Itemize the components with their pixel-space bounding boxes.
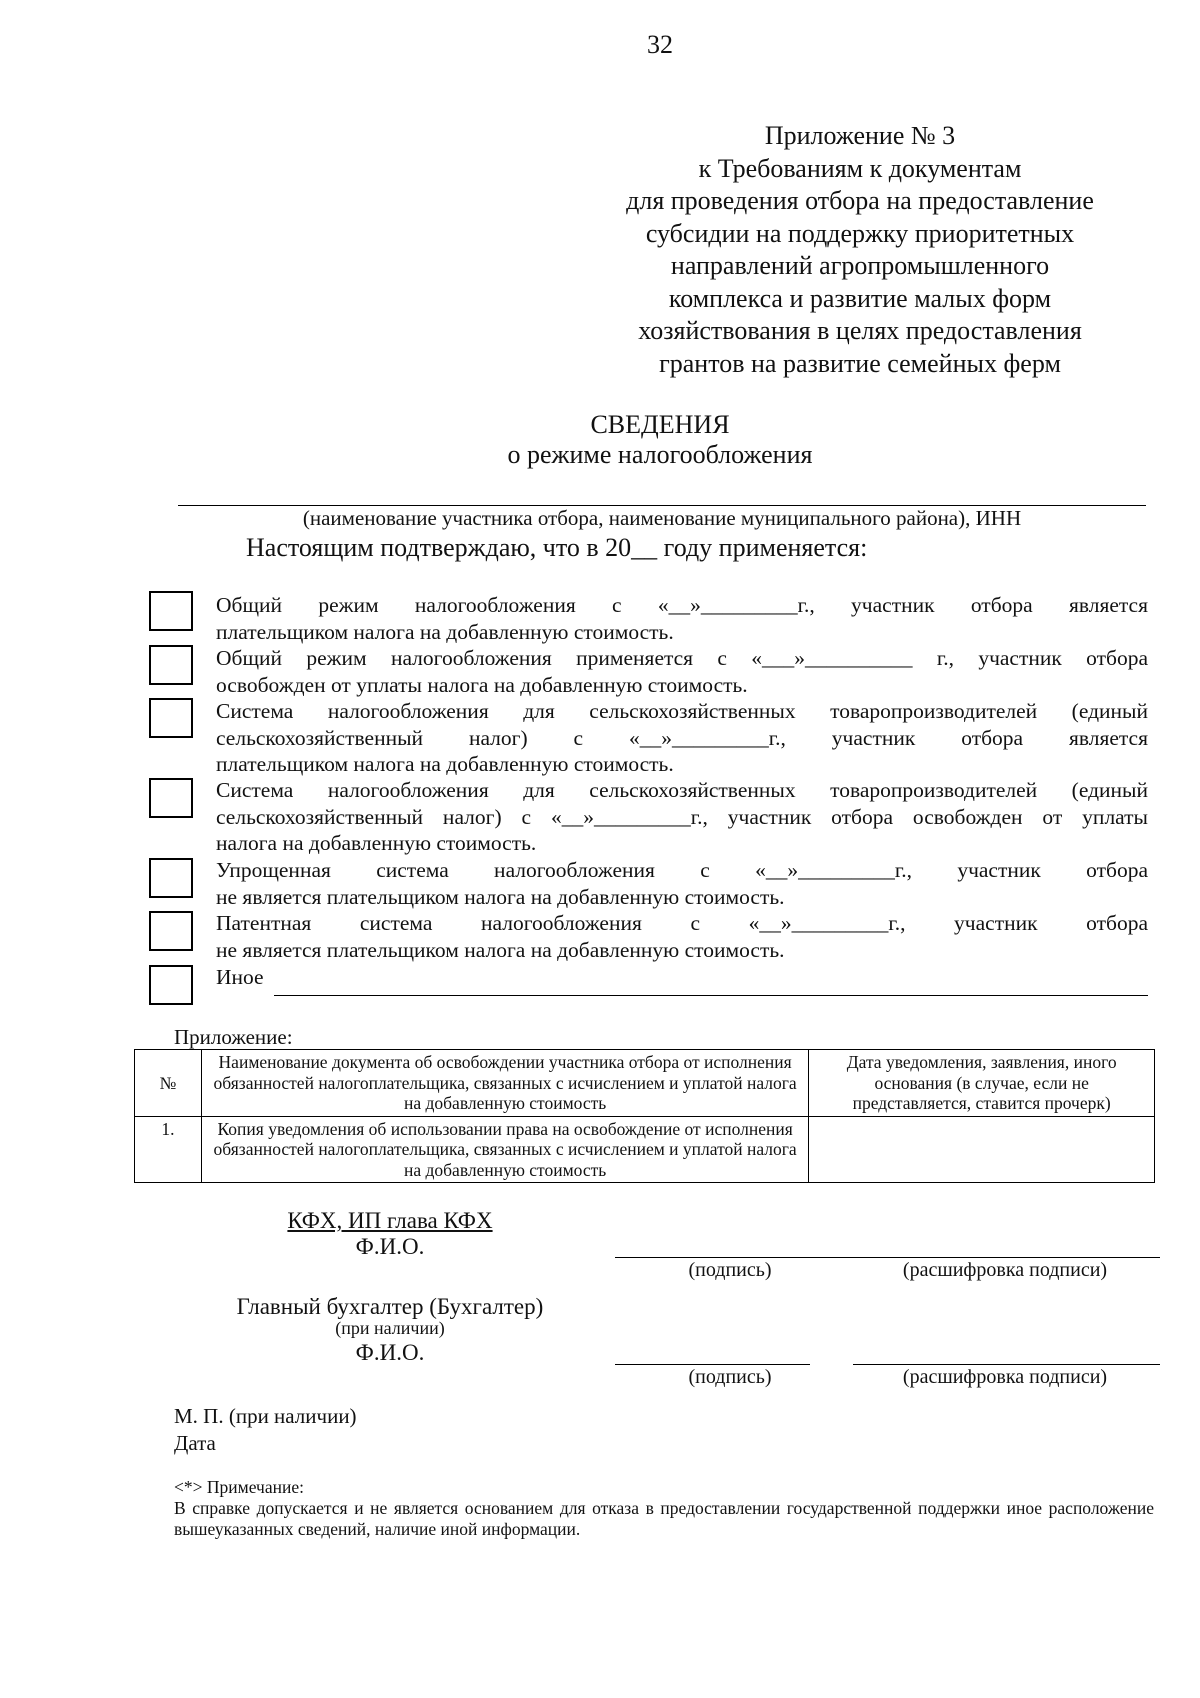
head-signature-line[interactable] [615, 1257, 1160, 1258]
option-text-line: Упрощенная система налогообложения с «__»_________г., участник отбора [216, 858, 1148, 882]
date-label: Дата [174, 1431, 216, 1455]
checkbox-patent-system[interactable] [149, 911, 193, 951]
header-document: Наименование документа об освобождении участника отбора от исполнения обязанностей налогоплательщика, связанных с исчислением и уплатой налога на добавленную стоимость [201, 1050, 808, 1117]
option-general-vat-exempt [216, 645, 1148, 698]
option-text-line: Патентная система налогообложения с «__»_________г., участник отбора [216, 911, 1148, 935]
head-transcript-label: (расшифровка подписи) [902, 1259, 1108, 1281]
option-text-line: сельскохозяйственный налог) с «__»_________г., участник отбора освобожден от уплаты [216, 804, 1148, 829]
title-main: СВЕДЕНИЯ [590, 410, 730, 439]
page-number: 32 [647, 30, 673, 59]
option-text-line: сельскохозяйственный налог) с «__»_________г., участник отбора является [216, 725, 1148, 750]
header-date: Дата уведомления, заявления, иного основания (в случае, если не представляется, ставится прочерк) [809, 1050, 1155, 1117]
option-general-vat-payer [216, 592, 1148, 645]
accountant-transcript-line[interactable] [853, 1364, 1160, 1365]
option-esxn-vat-exempt [216, 777, 1148, 857]
other-input-line[interactable] [274, 995, 1148, 996]
appendix-line: грантов на развитие семейных ферм [659, 348, 1061, 378]
head-fio: Ф.И.О. [355, 1234, 425, 1259]
accountant-signature-label: (подпись) [688, 1366, 772, 1388]
option-text-line: Общий режим налогообложения применяется с «___»__________ г., участник отбора [216, 646, 1148, 670]
appendix-line: Приложение № 3 [764, 121, 956, 150]
appendix-line: направлений агропромышленного [670, 251, 1050, 280]
confirmation-text: Настоящим подтверждаю, что в 20__ году применяется: [246, 533, 868, 562]
row-document: Копия уведомления об использовании права на освобождение от исполнения обязанностей налогоплательщика, связанных с исчислением и уплатой налога на добавленную стоимость [201, 1116, 808, 1183]
accountant-signatory [200, 1293, 580, 1320]
accountant-title: Главный бухгалтер (Бухгалтер) [236, 1294, 544, 1319]
appendix-line: для проведения отбора на предоставление [626, 186, 1094, 215]
option-text-line: Общий режим налогообложения с «__»_________г., участник отбора является [216, 593, 1148, 617]
table-header-row [135, 1050, 1155, 1117]
accountant-transcript-label: (расшифровка подписи) [902, 1366, 1108, 1388]
footnote-title: <*> Примечание: [174, 1477, 304, 1497]
option-patent-system [216, 910, 1148, 963]
checkbox-esxn-vat-exempt[interactable] [149, 778, 193, 818]
stamp-block [174, 1403, 357, 1457]
footnote-text: В справке допускается и не является основанием для отказа в предоставлении государственной поддержки иное расположение вышеуказанных сведений, наличие иной информации. [174, 1498, 1154, 1539]
head-signatory [280, 1207, 500, 1234]
option-text-line: Иное [216, 965, 264, 989]
accountant-signature-line[interactable] [615, 1364, 810, 1365]
stamp-label: М. П. (при наличии) [174, 1404, 357, 1428]
checkbox-esxn-vat-payer[interactable] [149, 698, 193, 738]
attachments-table [134, 1049, 1155, 1183]
accountant-note: (при наличии) [335, 1318, 445, 1338]
title-sub: о режиме налогообложения [507, 440, 813, 469]
option-text-line: плательщиком налога на добавленную стоимость. [216, 752, 674, 776]
footnote [174, 1477, 1154, 1540]
option-text-line: плательщиком налога на добавленную стоимость. [216, 619, 674, 644]
appendix-header [600, 120, 1120, 380]
option-text-line: налога на добавленную стоимость. [216, 831, 537, 855]
option-other [216, 964, 264, 991]
option-text-line: Система налогообложения для сельскохозяйственных товаропроизводителей (единый [216, 699, 1148, 723]
accountant-fio: Ф.И.О. [355, 1340, 425, 1365]
appendix-line: субсидии на поддержку приоритетных [645, 218, 1075, 248]
checkbox-general-vat-payer[interactable] [149, 591, 193, 631]
checkbox-simplified-system[interactable] [149, 858, 193, 898]
attachment-label: Приложение: [174, 1025, 293, 1049]
option-simplified-system [216, 857, 1148, 910]
checkbox-general-vat-exempt[interactable] [149, 645, 193, 685]
row-number: 1. [135, 1116, 202, 1183]
option-text-line: освобожден от уплаты налога на добавленную стоимость. [216, 672, 748, 697]
checkbox-other[interactable] [149, 965, 193, 1005]
appendix-line: к Требованиям к документам [698, 153, 1022, 183]
applicant-caption: (наименование участника отбора, наименование муниципального района), ИНН [302, 506, 1022, 530]
head-signature-label: (подпись) [688, 1259, 772, 1281]
option-esxn-vat-payer [216, 698, 1148, 778]
appendix-line: комплекса и развитие малых форм [668, 283, 1052, 313]
option-text-line: не является плательщиком налога на добавленную стоимость. [216, 937, 785, 962]
option-text-line: не является плательщиком налога на добавленную стоимость. [216, 884, 785, 909]
table-row [135, 1116, 1155, 1183]
head-title: КФХ, ИП глава КФХ [287, 1208, 493, 1233]
row-date[interactable] [809, 1116, 1155, 1183]
document-title [0, 410, 1200, 470]
appendix-line: хозяйствования в целях предоставления [638, 316, 1082, 345]
option-text-line: Система налогообложения для сельскохозяйственных товаропроизводителей (единый [216, 778, 1148, 802]
header-number: № [135, 1050, 202, 1117]
